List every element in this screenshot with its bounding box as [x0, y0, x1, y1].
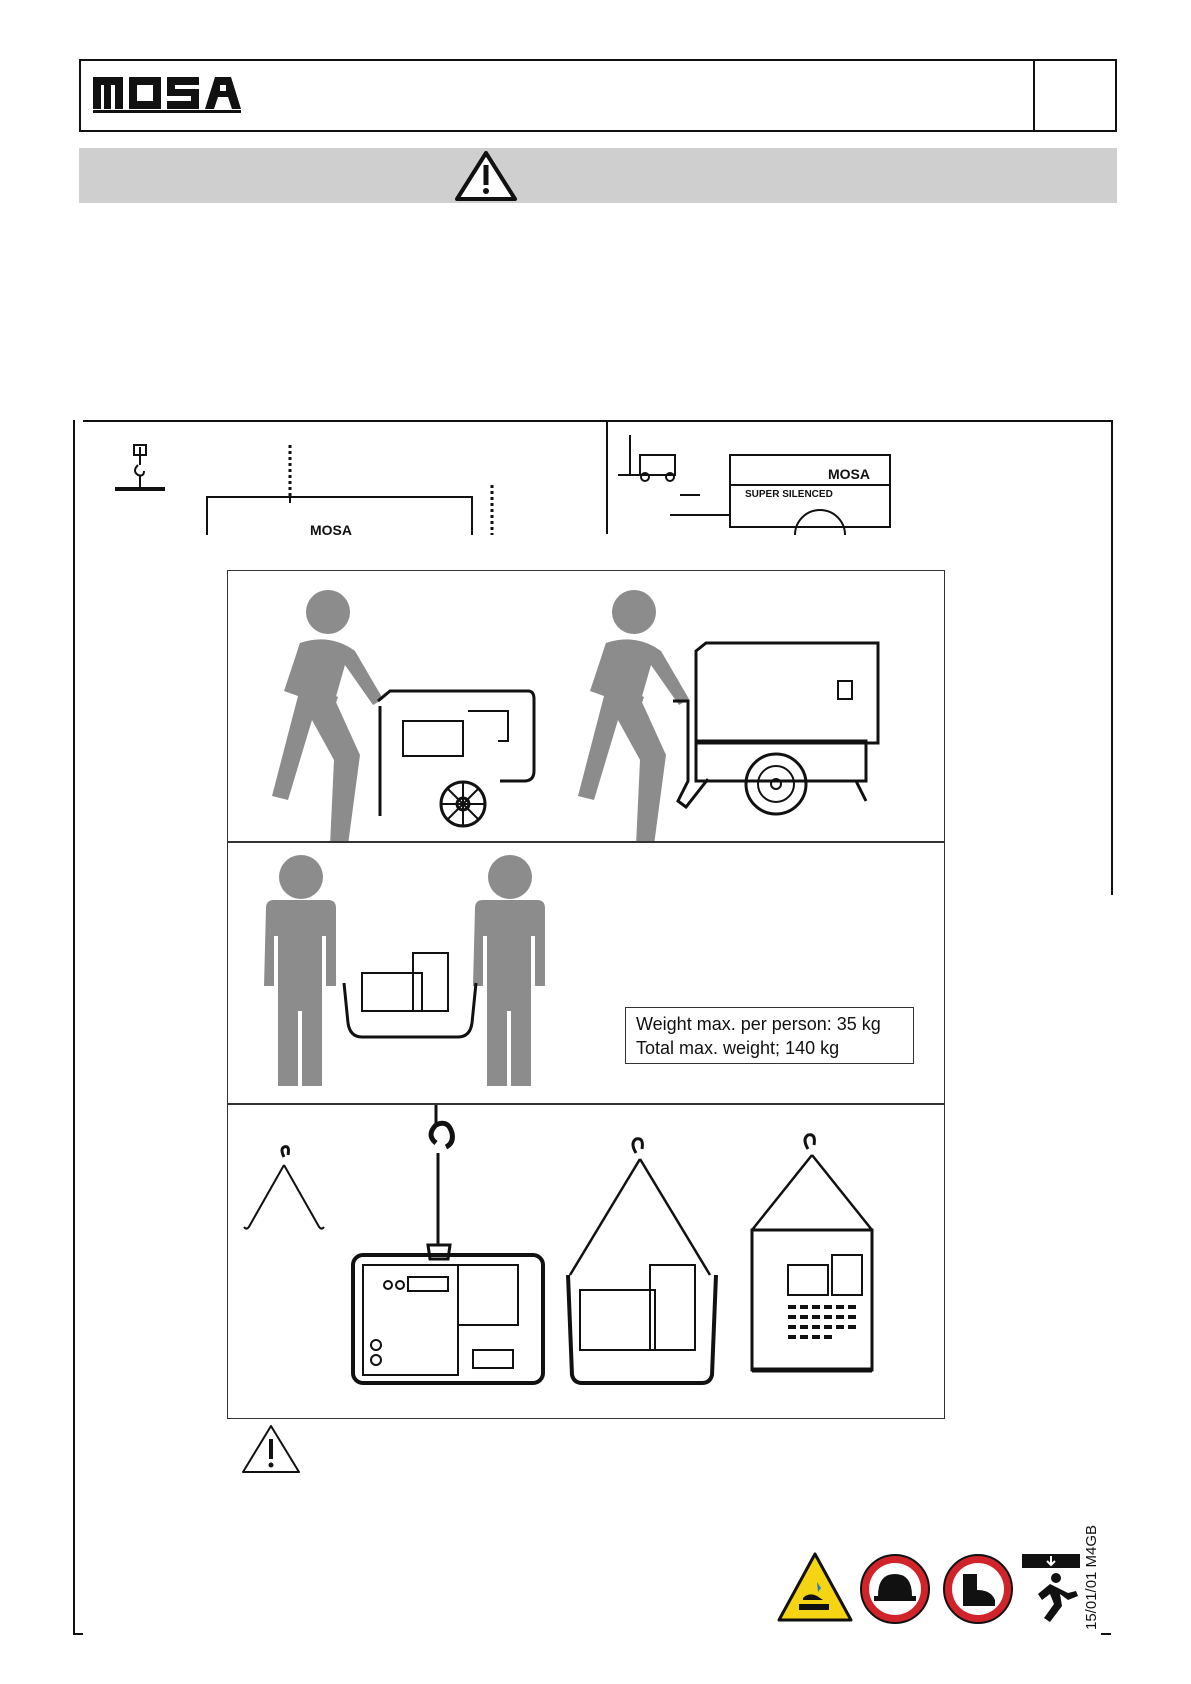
mosa-logo — [91, 69, 243, 117]
top-right-sublabel: SUPER SILENCED — [745, 489, 833, 500]
crane-lifting-illustration — [90, 425, 605, 535]
wheeled-transport-row — [228, 571, 946, 841]
frame-corner-mark — [73, 1633, 83, 1635]
weight-limit-note — [625, 1007, 914, 1064]
corrosive-hazard-icon — [777, 1552, 853, 1622]
safety-shoes-mandatory-icon — [941, 1552, 1015, 1626]
person-pushing-icon — [578, 590, 689, 841]
small-warning-triangle-icon — [240, 1423, 302, 1475]
document-code: 15/01/01 M4GB — [1083, 1524, 1100, 1630]
document-header — [79, 59, 1117, 132]
crane-lifting-row — [228, 1105, 946, 1418]
manual-carry-row — [228, 843, 946, 1103]
frame-corner-mark — [1101, 1633, 1111, 1635]
warning-triangle-icon — [454, 150, 518, 202]
person-carrying-icon — [473, 855, 545, 1086]
total-weight-text: Total max. weight; 140 kg — [636, 1038, 840, 1058]
frame-split-line — [606, 420, 608, 534]
falling-load-hazard-icon — [1020, 1552, 1082, 1622]
helmet-mandatory-icon — [858, 1552, 932, 1626]
weight-per-person-text: Weight max. per person: 35 kg — [636, 1014, 881, 1034]
frame-top-line — [83, 420, 1113, 422]
page-number — [1035, 61, 1115, 130]
person-pushing-icon — [272, 590, 383, 841]
warning-band — [79, 148, 1117, 203]
forklift-transport-illustration — [610, 425, 1110, 535]
top-right-brand-label: MOSA — [828, 466, 870, 482]
top-left-brand-label: MOSA — [310, 522, 352, 535]
frame-right-line — [1111, 420, 1113, 895]
handling-panel — [227, 570, 945, 1419]
person-carrying-icon — [264, 855, 336, 1086]
frame-left-line — [73, 420, 75, 1635]
